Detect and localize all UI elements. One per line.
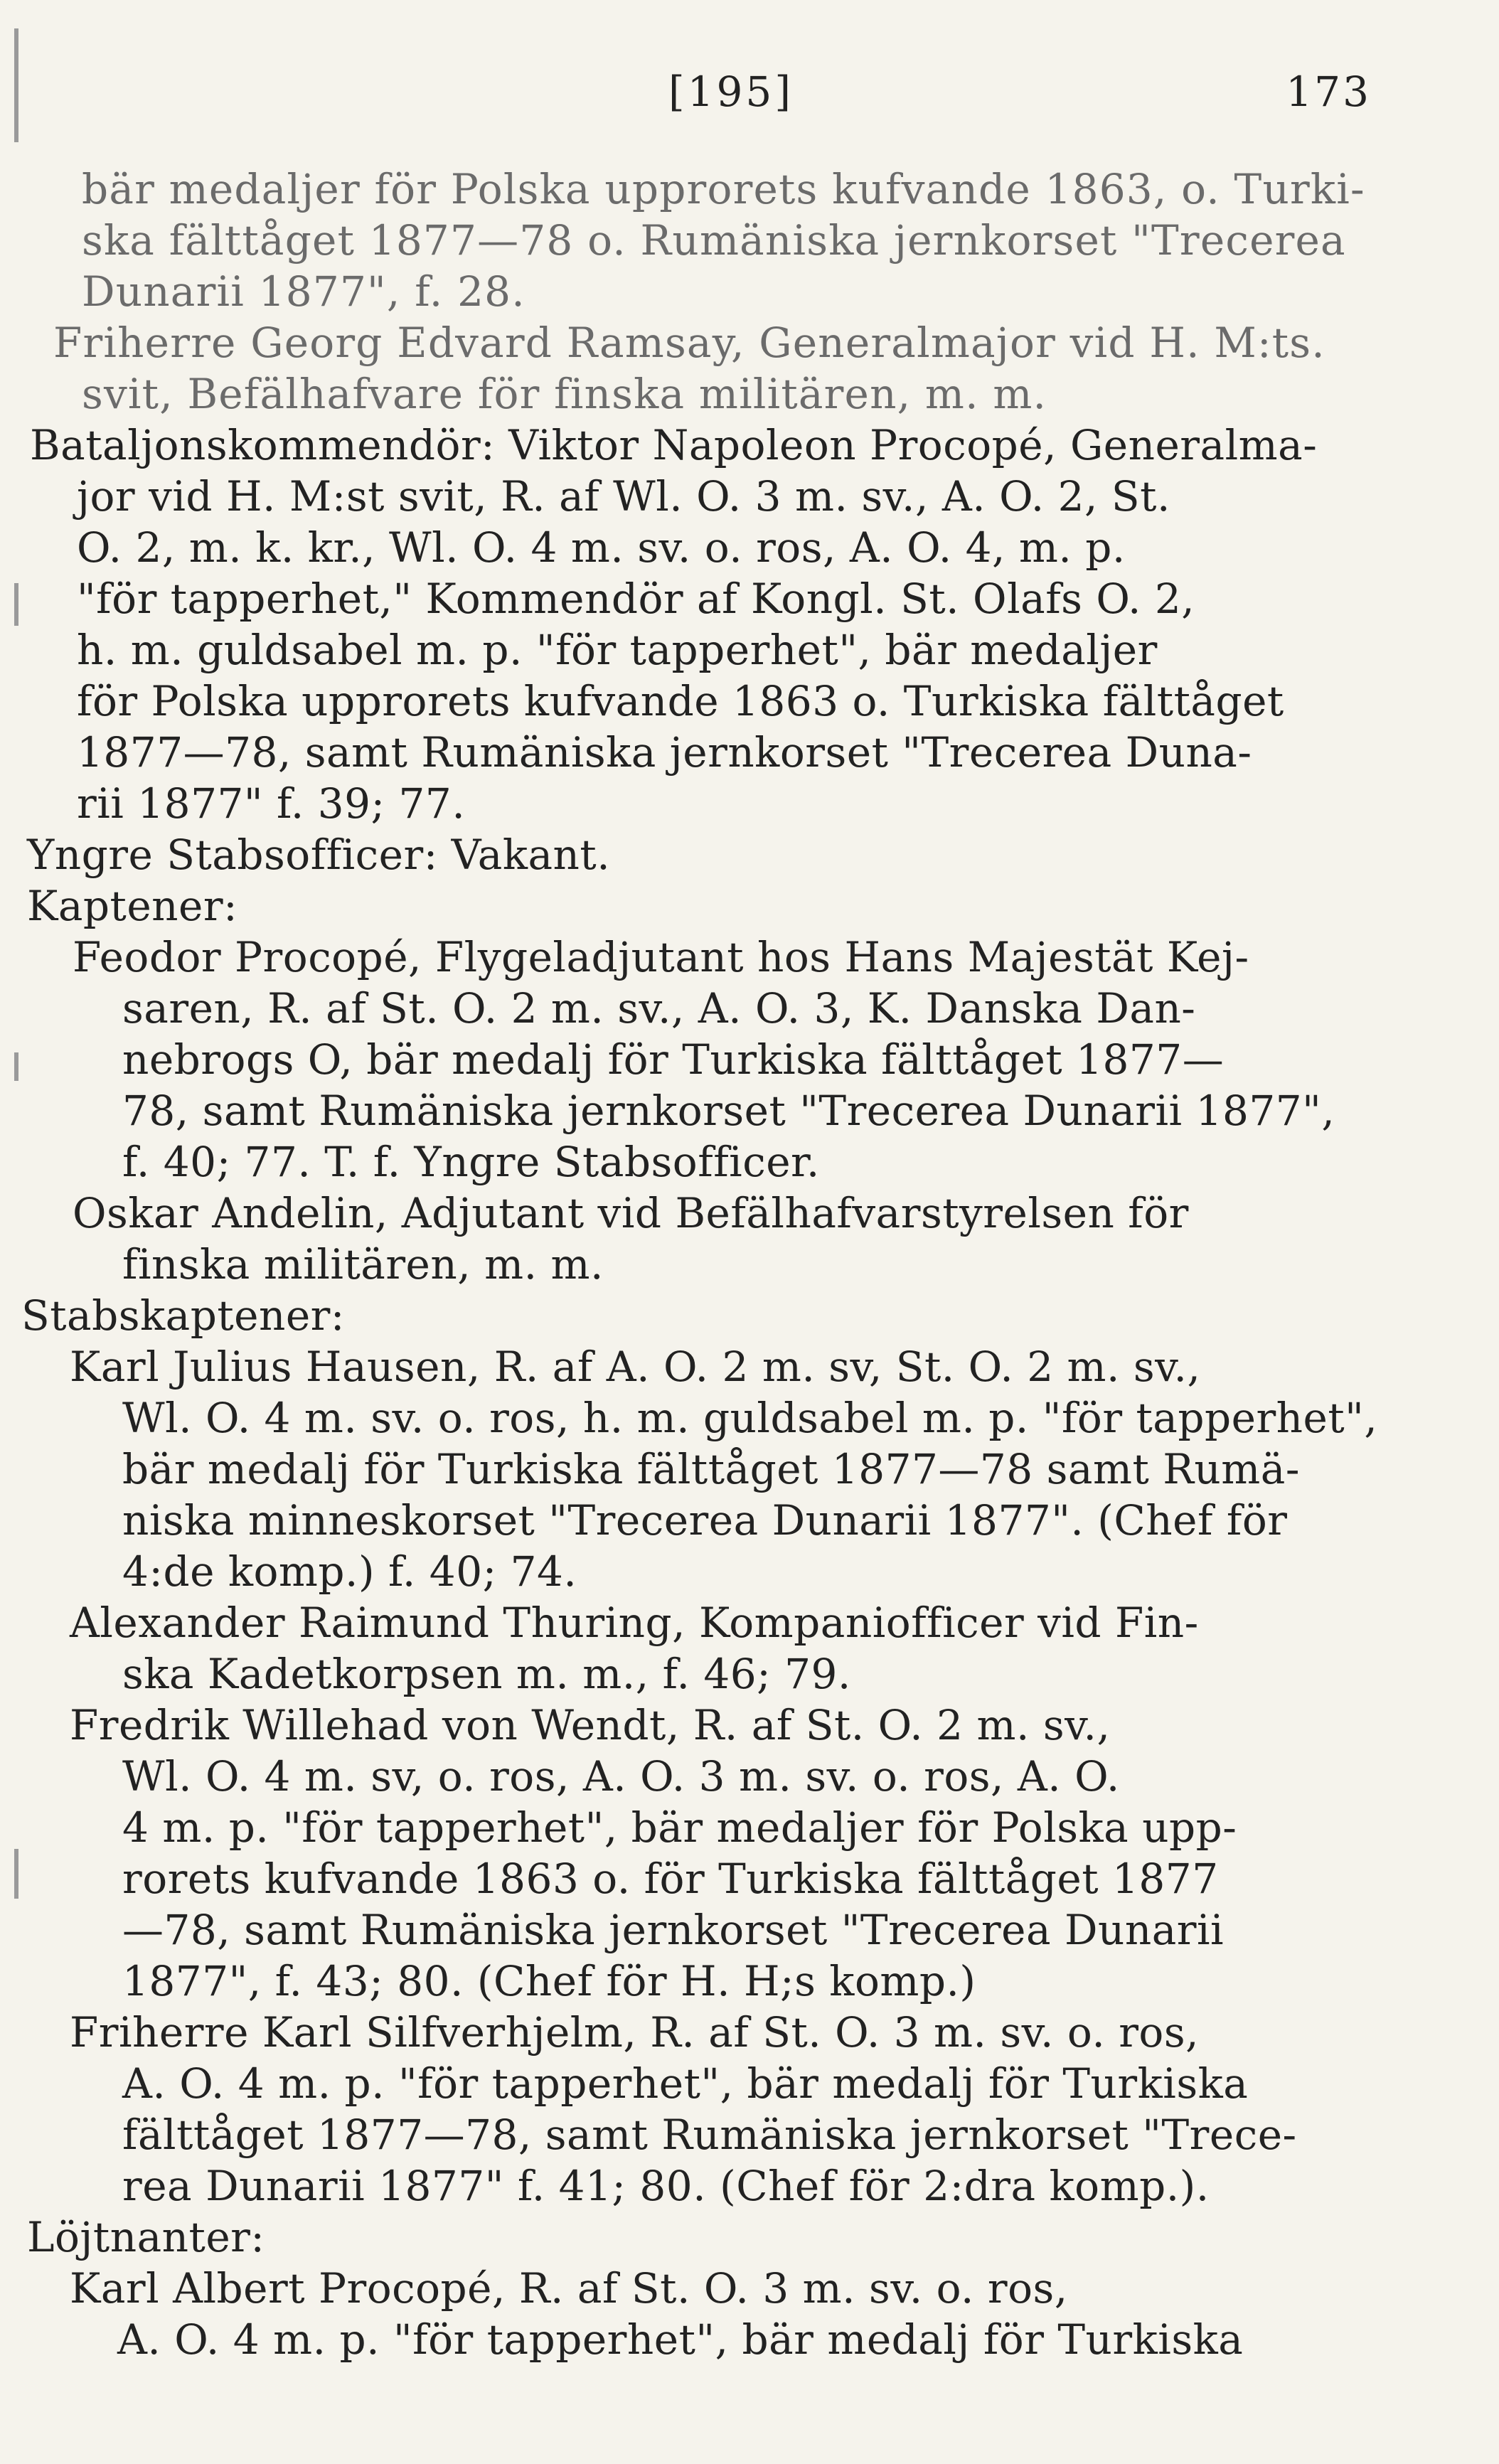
text-line: Feodor Procopé, Flygeladjutant hos Hans Majestät Kej- [73,933,1249,981]
text-line: Oskar Andelin, Adjutant vid Befälhafvarstyrelsen för [73,1189,1189,1237]
text-line: bär medaljer för Polska upprorets kufvande 1863, o. Turki- [82,165,1365,213]
text-line: h. m. guldsabel m. p. "för tapperhet", bär medaljer [77,626,1158,674]
left-edge-mark [14,583,18,626]
text-line: saren, R. af St. O. 2 m. sv., A. O. 3, K. Danska Dan- [122,984,1196,1033]
text-line: 4:de komp.) f. 40; 74. [122,1547,577,1596]
text-line: Karl Albert Procopé, R. af St. O. 3 m. sv. o. ros, [70,2264,1068,2313]
text-line: —78, samt Rumäniska jernkorset "Trecerea Dunarii [122,1906,1225,1954]
text-line: A. O. 4 m. p. "för tapperhet", bär medalj för Turkiska [117,2315,1244,2364]
text-line: Fredrik Willehad von Wendt, R. af St. O. 2 m. sv., [70,1701,1111,1749]
left-edge-mark [14,1052,18,1081]
text-line: svit, Befälhafvare för finska militären, m. m. [82,370,1047,418]
text-line: rii 1877" f. 39; 77. [77,779,466,828]
text-line: för Polska upprorets kufvande 1863 o. Turkiska fälttåget [77,677,1284,725]
text-line: rorets kufvande 1863 o. för Turkiska fälttåget 1877 [122,1855,1219,1903]
text-line: Stabskaptener: [21,1291,345,1340]
text-line: rea Dunarii 1877" f. 41; 80. (Chef för 2:dra komp.). [122,2162,1210,2210]
page-header [0,68,1499,132]
text-line: 1877—78, samt Rumäniska jernkorset "Trecerea Duna- [77,728,1252,777]
text-line: finska militären, m. m. [122,1240,604,1289]
left-edge-mark [14,28,18,142]
text-line: Yngre Stabsofficer: Vakant. [27,831,611,879]
left-edge-mark [14,1849,18,1899]
text-line: Alexander Raimund Thuring, Kompaniofficer vid Fin- [70,1599,1199,1647]
text-line: fälttåget 1877—78, samt Rumäniska jernkorset "Trece- [122,2111,1297,2159]
text-line: Wl. O. 4 m. sv, o. ros, A. O. 3 m. sv. o. ros, A. O. [122,1752,1120,1801]
text-line: A. O. 4 m. p. "för tapperhet", bär medalj för Turkiska [122,2059,1249,2108]
text-line: 1877", f. 43; 80. (Chef för H. H;s komp.) [122,1957,976,2005]
text-line: Dunarii 1877", f. 28. [82,267,526,316]
text-line: "för tapperhet," Kommendör af Kongl. St. Olafs O. 2, [77,575,1195,623]
text-line: Wl. O. 4 m. sv. o. ros, h. m. guldsabel m. p. "för tapperhet", [122,1394,1378,1442]
text-line: 78, samt Rumäniska jernkorset "Trecerea Dunarii 1877", [122,1087,1335,1135]
text-line: Bataljonskommendör: Viktor Napoleon Procopé, Generalma- [30,421,1318,469]
text-line: f. 40; 77. T. f. Yngre Stabsofficer. [122,1138,820,1186]
text-line: bär medalj för Turkiska fälttåget 1877—78 samt Rumä- [122,1445,1300,1493]
text-line: O. 2, m. k. kr., Wl. O. 4 m. sv. o. ros, A. O. 4, m. p. [77,523,1126,572]
text-line: Friherre Georg Edvard Ramsay, Generalmajor vid H. M:ts. [53,319,1325,367]
text-line: Kaptener: [27,882,238,930]
section-number: [195] [668,68,794,116]
page-number: 173 [1286,68,1371,116]
text-line: ska fälttåget 1877—78 o. Rumäniska jernkorset "Trecerea [82,216,1346,265]
text-line: Karl Julius Hausen, R. af A. O. 2 m. sv, St. O. 2 m. sv., [70,1343,1201,1391]
text-line: Löjtnanter: [27,2213,265,2261]
text-line: jor vid H. M:st svit, R. af Wl. O. 3 m. sv., A. O. 2, St. [77,472,1170,521]
text-line: Friherre Karl Silfverhjelm, R. af St. O. 3 m. sv. o. ros, [70,2008,1200,2057]
text-line: ska Kadetkorpsen m. m., f. 46; 79. [122,1650,851,1698]
text-line: 4 m. p. "för tapperhet", bär medaljer för Polska upp- [122,1803,1237,1852]
text-line: nebrogs O, bär medalj för Turkiska fälttåget 1877— [122,1035,1225,1084]
text-line: niska minneskorset "Trecerea Dunarii 1877". (Chef för [122,1496,1288,1545]
